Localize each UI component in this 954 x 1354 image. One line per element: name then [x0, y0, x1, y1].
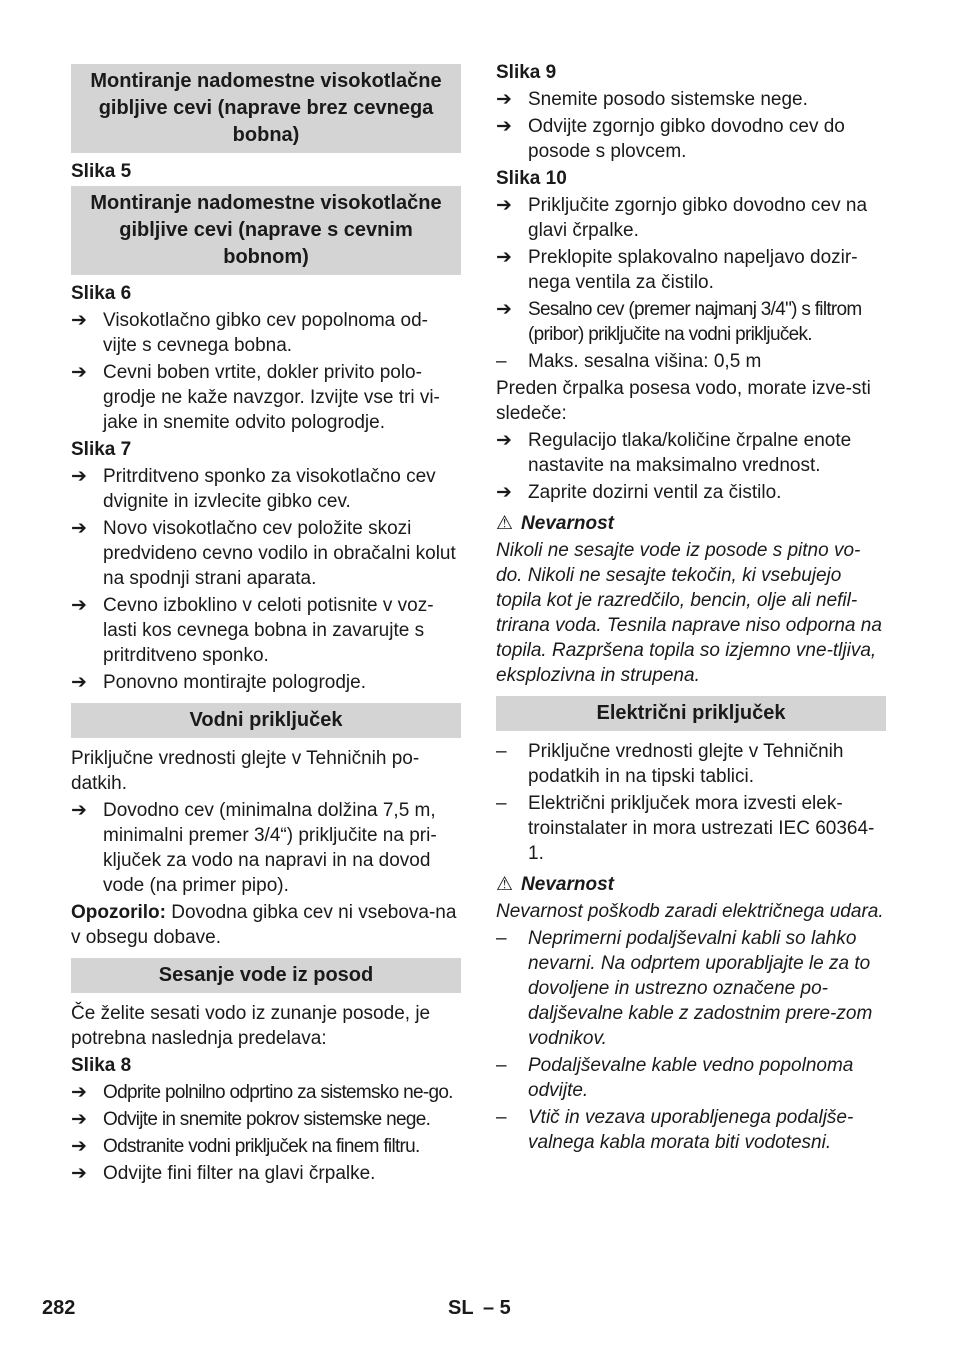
before-text: Preden črpalka posesa vodo, morate izve-sti sledeče:	[496, 378, 871, 424]
arrow-icon: ➔	[71, 1082, 87, 1103]
arrow-icon: ➔	[496, 247, 512, 268]
figure-label-5: Slika 5	[71, 161, 132, 182]
danger-text: Nikoli ne sesajte vode iz posode s pitno vo-do. Nikoli ne sesajte tekočin, ki vsebujejo topila kot je razredčilo, bencin, olje ali nefil-trirana voda. Tesnila naprave niso odporna na topila. Razpršena topila so izjemno vne-tljiva, eksplozivna in strupena.	[496, 540, 882, 686]
list-item: ➔ Zaprite dozirni ventil za čistilo.	[496, 482, 782, 503]
dash-icon: –	[496, 1055, 507, 1076]
heading-replacement-hose-with-drum: Montiranje nadomestne visokotlačne gibljive cevi (naprave s cevnim bobnom)	[71, 186, 461, 275]
list-item: ➔ Cevno izboklino v celoti potisnite v voz-lasti kos cevnega bobna in zavarujte s pritrditveno sponko.	[71, 595, 434, 666]
arrow-icon: ➔	[496, 89, 512, 110]
arrow-icon: ➔	[71, 362, 87, 383]
arrow-icon: ➔	[496, 482, 512, 503]
list-item: – Podaljševalne kable vedno popolnoma odvijte.	[496, 1055, 854, 1101]
dash-icon: –	[496, 928, 507, 949]
figure-label-6: Slika 6	[71, 283, 132, 304]
figure-label-7: Slika 7	[71, 439, 132, 460]
arrow-icon: ➔	[71, 672, 87, 693]
list-item: ➔ Novo visokotlačno cev položite skozi predvideno cevno vodilo in obračalni kolut na spodnji strani aparata.	[71, 518, 456, 589]
list-item: ➔ Sesalno cev (premer najmanj 3/4") s filtrom (pribor) priključite na vodni priključek.	[496, 299, 862, 345]
right-column	[496, 62, 886, 1157]
arrow-icon: ➔	[496, 195, 512, 216]
language-code: SL	[448, 1297, 474, 1319]
heading-suction-from-containers: Sesanje vode iz posod	[71, 958, 461, 993]
arrow-icon: ➔	[71, 595, 87, 616]
figure-label-9: Slika 9	[496, 62, 557, 83]
arrow-icon: ➔	[71, 1136, 87, 1157]
list-item: – Priključne vrednosti glejte v Tehničnih podatkih in na tipski tablici.	[496, 741, 844, 787]
arrow-icon: ➔	[496, 299, 512, 320]
list-item: ➔ Odvijte zgornjo gibko dovodno cev do posode s plovcem.	[496, 116, 845, 162]
dash-icon: –	[496, 741, 507, 762]
arrow-icon: ➔	[71, 310, 87, 331]
heading-electrical-connection: Električni priključek	[496, 696, 886, 731]
list-item: ➔ Dovodno cev (minimalna dolžina 7,5 m, minimalni premer 3/4“) priključite na pri-ključek za vodo na napravi in na dovod vode (na primer pipo).	[71, 800, 437, 896]
list-item: ➔ Pritrditveno sponko za visokotlačno cev dvignite in izvlecite gibko cev.	[71, 466, 436, 512]
arrow-icon: ➔	[71, 1109, 87, 1130]
heading-replacement-hose-no-drum: Montiranje nadomestne visokotlačne gibljive cevi (naprave brez cevnega bobna)	[71, 64, 461, 153]
water-intro: Priključne vrednosti glejte v Tehničnih po-datkih.	[71, 748, 420, 794]
list-item: ➔ Ponovno montirajte pologrodje.	[71, 672, 367, 693]
left-column	[71, 62, 461, 1188]
note-label: Opozorilo:	[71, 902, 166, 923]
arrow-icon: ➔	[71, 466, 87, 487]
danger-text: Nevarnost poškodb zaradi električnega udara.	[496, 901, 884, 922]
dash-icon: –	[496, 351, 507, 372]
list-item: – Neprimerni podaljševalni kabli so lahko nevarni. Na odprtem uporabljajte le za to dovoljene in ustrezno označene po-daljševalne kable z zadostnim prere-zom vodnikov.	[496, 928, 873, 1049]
warning-icon: ⚠	[496, 874, 514, 895]
list-item: ➔ Regulacijo tlaka/količine črpalne enote nastavite na maksimalno vrednost.	[496, 430, 852, 476]
page-number: 282	[42, 1297, 76, 1319]
list-item: – Vtič in vezava uporabljenega podaljše-valnega kabla morata biti vodotesni.	[496, 1107, 854, 1153]
heading-water-connection: Vodni priključek	[71, 703, 461, 738]
figure-label-8: Slika 8	[71, 1055, 132, 1076]
warning-icon: ⚠	[496, 513, 514, 534]
list-item: ➔ Odvijte fini filter na glavi črpalke.	[71, 1163, 376, 1184]
figure-label-10: Slika 10	[496, 168, 567, 189]
list-item: – Maks. sesalna višina: 0,5 m	[496, 351, 762, 372]
list-item: – Električni priključek mora izvesti elek-troinstalater in mora ustrezati IEC 60364-1.	[496, 793, 875, 864]
dash-icon: –	[496, 1107, 507, 1128]
list-item: ➔ Odstranite vodni priključek na finem filtru.	[71, 1136, 420, 1157]
list-item: ➔ Odvijte in snemite pokrov sistemske nege.	[71, 1109, 431, 1130]
list-item: ➔ Preklopite splakovalno napeljavo dozir-nega ventila za čistilo.	[496, 247, 858, 293]
list-item: ➔ Odprite polnilno odprtino za sistemsko ne-go.	[71, 1082, 453, 1103]
dash-icon: –	[496, 793, 507, 814]
arrow-icon: ➔	[71, 800, 87, 821]
danger-heading: ⚠ Nevarnost	[496, 513, 614, 534]
list-item: ➔ Cevni boben vrtite, dokler privito polo-grodje ne kaže navzgor. Izvijte vse tri vi-jake in snemite odvito pologrodje.	[71, 362, 440, 433]
suction-intro: Če želite sesati vodo iz zunanje posode, je potrebna naslednja predelava:	[71, 1003, 431, 1049]
arrow-icon: ➔	[71, 518, 87, 539]
list-item: ➔ Snemite posodo sistemske nege.	[496, 89, 808, 110]
arrow-icon: ➔	[496, 116, 512, 137]
list-item: ➔ Visokotlačno gibko cev popolnoma od-vijte s cevnega bobna.	[71, 310, 428, 356]
arrow-icon: ➔	[496, 430, 512, 451]
section-number: – 5	[483, 1297, 511, 1319]
list-item: ➔ Priključite zgornjo gibko dovodno cev na glavi črpalke.	[496, 195, 868, 241]
arrow-icon: ➔	[71, 1163, 87, 1184]
note: Opozorilo: Dovodna gibka cev ni vsebova-na v obsegu dobave.	[71, 902, 457, 948]
danger-heading: ⚠ Nevarnost	[496, 874, 614, 895]
